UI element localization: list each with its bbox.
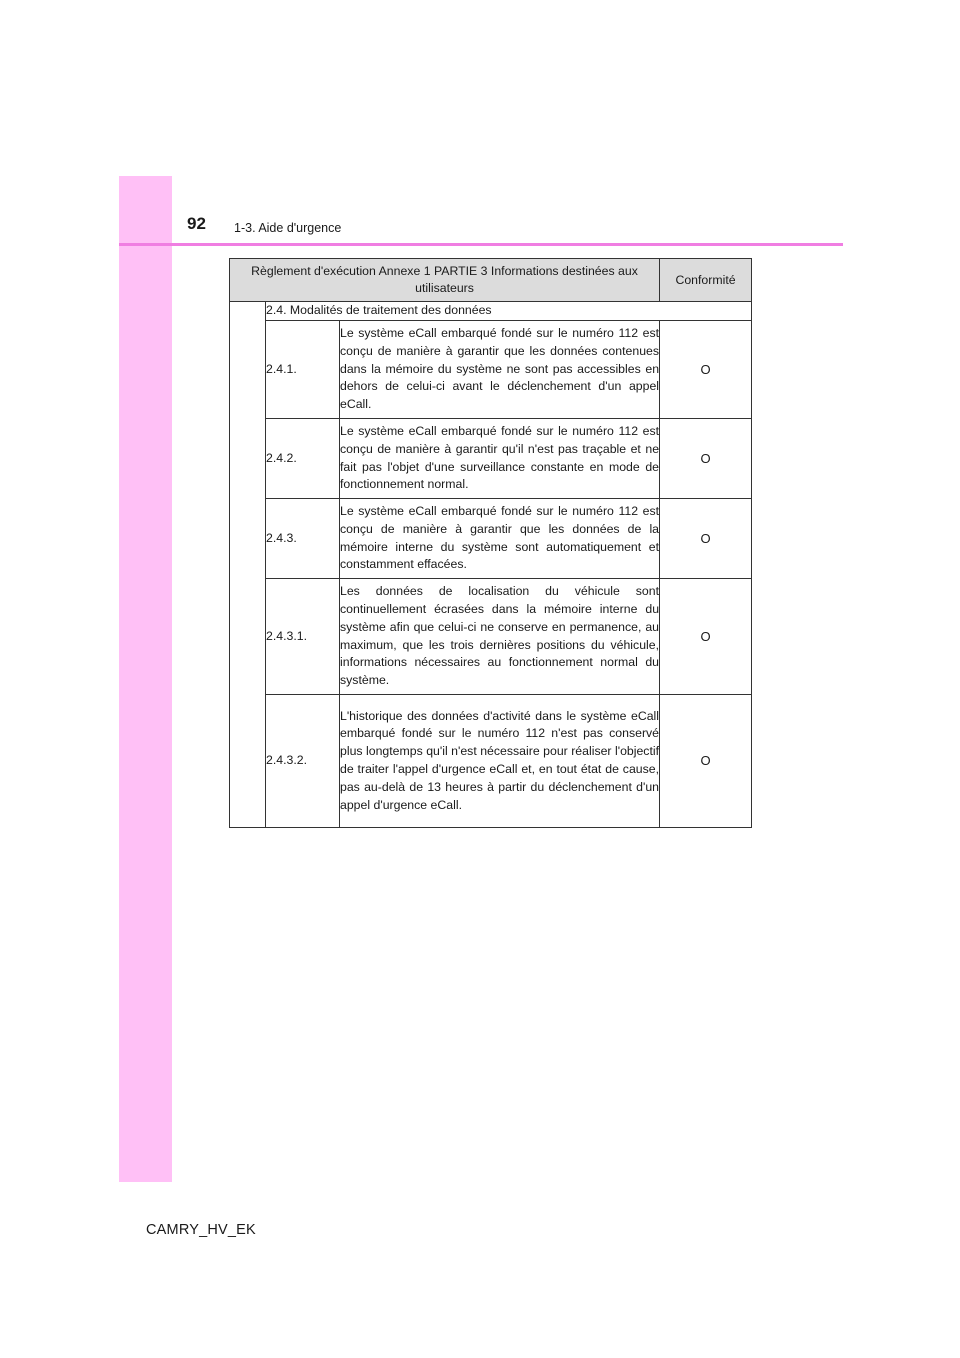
row-number: 2.4.3. xyxy=(266,499,340,579)
row-compliance: O xyxy=(660,499,752,579)
column-header-compliance: Conformité xyxy=(660,259,752,302)
row-number: 2.4.3.2. xyxy=(266,695,340,828)
table-row xyxy=(230,499,752,579)
row-number: 2.4.3.1. xyxy=(266,579,340,695)
footer-model-code: CAMRY_HV_EK xyxy=(146,1222,256,1238)
row-text: Le système eCall embarqué fondé sur le numéro 112 est conçu de manière à garantir que les données contenues dans la mémoire du système ne sont pas accessibles en dehors de celui-ci avant le déclenchement d'un appel eCall. xyxy=(340,321,660,419)
table-row xyxy=(230,321,752,419)
table-header-row xyxy=(230,259,752,302)
table-subheading-row xyxy=(230,302,752,321)
row-text: L'historique des données d'activité dans le système eCall embarqué fondé sur le numéro 112 n'est pas conservé plus longtemps qu'il n'est nécessaire pour réaliser l'objectif de traiter l'appel d'urgence eCall et, en tout état de cause, pas au-delà de 13 heures à partir du déclenchement d'un appel d'urgence eCall. xyxy=(340,695,660,828)
row-text: Les données de localisation du véhicule sont continuellement écrasées dans la mémoire interne du système afin que celui-ci ne conserve en permanence, au maximum, que les trois dernières positions du véhicule, informations nécessaires au fonctionnement normal du système. xyxy=(340,579,660,695)
section-title: 1-3. Aide d'urgence xyxy=(234,221,342,235)
row-compliance: O xyxy=(660,321,752,419)
column-header-regulation: Règlement d'exécution Annexe 1 PARTIE 3 Informations destinées aux utilisateurs xyxy=(230,259,660,302)
row-text: Le système eCall embarqué fondé sur le numéro 112 est conçu de manière à garantir que les données de la mémoire interne du système sont automatiquement et constamment effacées. xyxy=(340,499,660,579)
row-compliance: O xyxy=(660,695,752,828)
regulation-table xyxy=(229,258,752,828)
row-text: Le système eCall embarqué fondé sur le numéro 112 est conçu de manière à garantir qu'il n'est pas traçable et ne fait pas l'objet d'une surveillance constante en mode de fonctionnement normal. xyxy=(340,419,660,499)
page-number: 92 xyxy=(187,214,206,233)
table-row xyxy=(230,695,752,828)
subheading-cell: 2.4. Modalités de traitement des données xyxy=(266,302,752,321)
row-compliance: O xyxy=(660,419,752,499)
table-row xyxy=(230,419,752,499)
row-compliance: O xyxy=(660,579,752,695)
indent-cell xyxy=(230,302,266,828)
row-number: 2.4.1. xyxy=(266,321,340,419)
row-number: 2.4.2. xyxy=(266,419,340,499)
table-row xyxy=(230,579,752,695)
side-margin-band xyxy=(119,176,172,1182)
header-rule xyxy=(119,243,843,246)
